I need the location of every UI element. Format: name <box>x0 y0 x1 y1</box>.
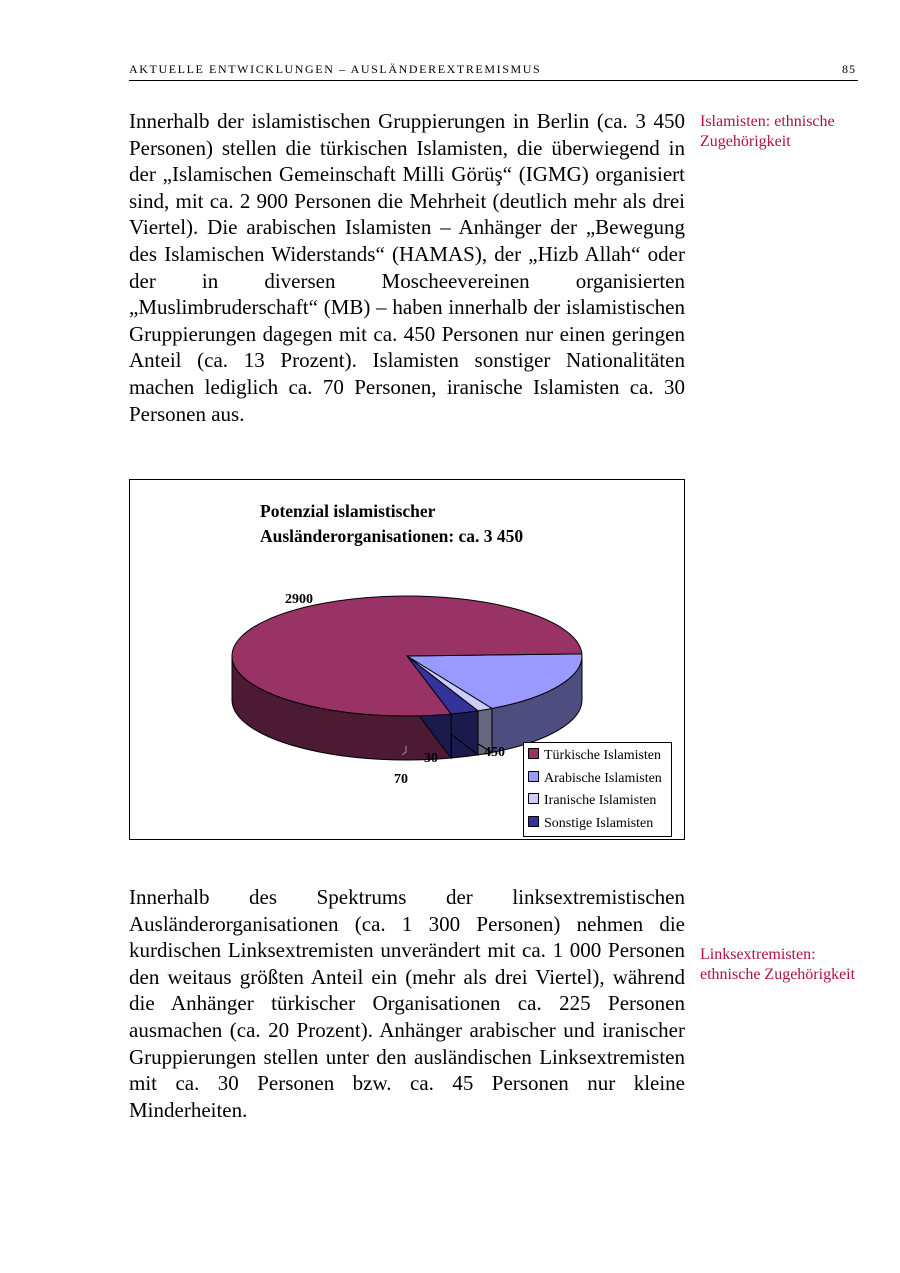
chart-title-line2: Ausländerorganisationen: ca. 3 450 <box>260 526 524 546</box>
legend-item-arabische-islamisten <box>528 768 662 790</box>
body-paragraph-left-extremists: Innerhalb des Spektrums der linksextremistischen Ausländerorganisationen (ca. 1 300 Personen) nehmen die kurdischen Linksextremisten unverändert mit ca. 1 000 Personen den weitaus größten Anteil ein (mehr als drei Viertel), während die Anhänger türkischer Organisationen ca. 225 Personen ausmachen (ca. 20 Prozent). Anhänger arabischer und iranischer Gruppierungen stellen unter den ausländischen Linksextremisten mit ca. 30 Personen bzw. ca. 45 Personen nur kleine Minderheiten. <box>129 885 685 1122</box>
legend-swatch <box>528 748 539 759</box>
legend-swatch <box>528 793 539 804</box>
data-label-arabische-islamisten: 450 <box>484 745 505 760</box>
legend-swatch <box>528 816 539 827</box>
legend-label: Iranische Islamisten <box>544 793 657 808</box>
data-label-sonstige-islamisten: 70 <box>394 772 408 787</box>
body-paragraph-islamists: Innerhalb der islamistischen Gruppierungen in Berlin (ca. 3 450 Personen) stellen die türkischen Islamisten, die überwiegend in der „Islamischen Gemeinschaft Milli Görüş“ (IGMG) organisiert sind, mit ca. 2 900 Personen die Mehrheit (deutlich mehr als drei Viertel). Die arabischen Islamisten – Anhänger der „Bewegung des Islamischen Widerstands“ (HAMAS), der „Hizb Allah“ oder der in diversen Moscheevereinen organisierten „Muslimbruderschaft“ (MB) – haben innerhalb der islamistischen Gruppierungen dagegen mit ca. 450 Personen nur einen geringen Anteil (ca. 13 Prozent). Islamisten sonstiger Nationalitäten machen lediglich ca. 70 Personen, iranische Islamisten ca. 30 Personen aus. <box>129 109 685 426</box>
legend-swatch <box>528 771 539 782</box>
margin-note-left-extremists: Linksextremisten: ethnische Zugehörigkeit <box>700 946 856 983</box>
legend-label: Sonstige Islamisten <box>544 815 654 831</box>
legend-item-t-rkische-islamisten <box>528 745 661 767</box>
data-label-t-rkische-islamisten: 2900 <box>285 592 313 607</box>
running-title: AKTUELLE ENTWICKLUNGEN – AUSLÄNDEREXTREMISMUS <box>129 62 542 76</box>
legend-item-iranische-islamisten <box>528 790 656 812</box>
data-label-iranische-islamisten: 30 <box>424 751 438 766</box>
legend-label: Arabische Islamisten <box>544 770 662 786</box>
margin-note-islamists: Islamisten: ethnische Zugehörigkeit <box>700 113 835 150</box>
page-header <box>129 62 858 81</box>
pie-chart-figure <box>129 479 685 840</box>
legend-label: Türkische Islamisten <box>544 748 662 763</box>
chart-title-line1: Potenzial islamistischer <box>260 501 436 521</box>
chart-legend <box>523 742 672 837</box>
legend-item-sonstige-islamisten <box>528 813 653 835</box>
page-number: 85 <box>842 62 856 76</box>
